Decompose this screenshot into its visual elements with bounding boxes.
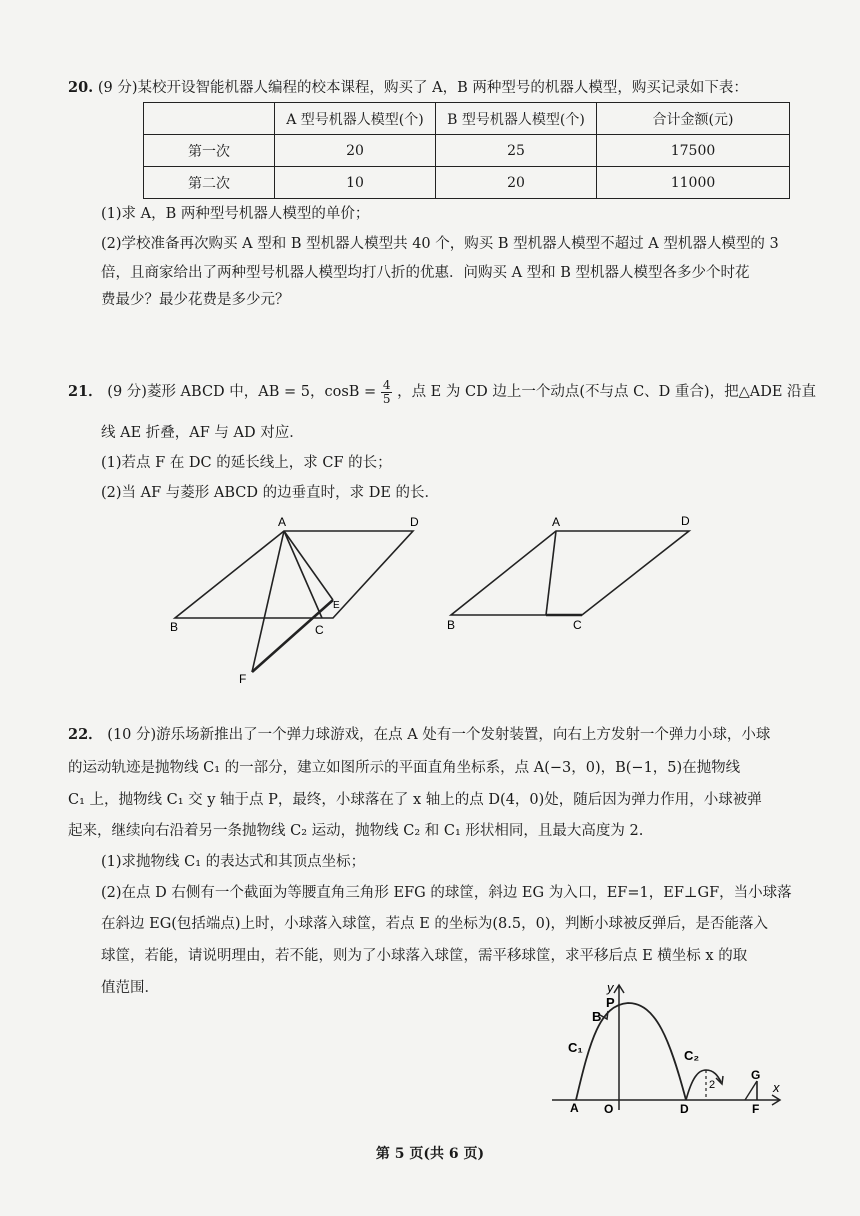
- q22-number: 22．: [68, 726, 103, 743]
- q20-part2-line1: (2)学校准备再次购买 A 型和 B 型机器人模型共 40 个，购买 B 型机器人模型不超过 A 型机器人模型的 3: [101, 236, 779, 252]
- fig1-label-a: A: [278, 515, 287, 529]
- q20-part2-line2: 倍，且商家给出了两种型号机器人模型均打八折的优惠．问购买 A 型和 B 型机器人模型各多少个时花: [101, 265, 750, 281]
- basket-side-eg: [745, 1081, 757, 1100]
- fig1-label-d: D: [410, 515, 419, 529]
- graph-label-two: 2: [709, 1079, 716, 1091]
- graph-label-c2: C₂: [684, 1048, 700, 1063]
- graph-label-x: x: [773, 1080, 780, 1095]
- q20-number: 20.: [68, 79, 94, 96]
- fig2-label-b: B: [447, 618, 456, 632]
- q20-part1: (1)求 A，B 两种型号机器人模型的单价；: [101, 206, 370, 222]
- table-cell: 25: [436, 135, 597, 167]
- q22-part2-line2: 在斜边 EG(包括端点)上时，小球落入球筐，若点 E 的坐标为(8.5，0)，判断小球被反弹后，是否能落入: [101, 916, 768, 932]
- q22-part2-line3: 球筐，若能，请说明理由，若不能，则为了小球落入球筐，需平移球筐，求平移后点 E 横坐标 x 的取: [101, 948, 748, 964]
- table-cell: 20: [275, 135, 436, 167]
- table-header-cell: A 型号机器人模型(个): [275, 103, 436, 135]
- q21-number: 21．: [68, 383, 103, 400]
- q22-part2-line1: (2)在点 D 右侧有一个截面为等腰直角三角形 EFG 的球筐，斜边 EG 为入口，EF=1，EF⊥GF，当小球落: [101, 885, 792, 901]
- q22-line3: C₁ 上，抛物线 C₁ 交 y 轴于点 P，最终，小球落在了 x 轴上的点 D(4，0)处，随后因为弹力作用，小球被弹: [68, 792, 762, 808]
- fig1-label-b: B: [170, 620, 179, 634]
- table-header-cell: 合计金额(元): [597, 103, 790, 135]
- table-cell: 11000: [597, 167, 790, 199]
- fig2-label-c: C: [573, 618, 582, 632]
- parabola-c2: [686, 1070, 721, 1100]
- table-cell: 20: [436, 167, 597, 199]
- fig2-label-d: D: [681, 514, 690, 528]
- q21-line2: 线 AE 折叠，AF 与 AD 对应．: [101, 425, 304, 441]
- graph-label-o: O: [604, 1102, 614, 1116]
- graph-label-b: B: [592, 1009, 602, 1024]
- q22-part1: (1)求抛物线 C₁ 的表达式和其顶点坐标；: [101, 854, 366, 870]
- graph-label-a: A: [570, 1101, 579, 1115]
- fraction-denominator: 5: [382, 391, 391, 406]
- table-header-cell: B 型号机器人模型(个): [436, 103, 597, 135]
- q21-line1-b: ，点 E 为 CD 边上一个动点(不与点 C、D 重合)，把△ADE 沿直: [397, 384, 817, 400]
- q20-intro: (9 分)某校开设智能机器人编程的校本课程，购买了 A，B 两种型号的机器人模型，购买记录如下表：: [97, 80, 748, 96]
- q21-part2: (2)当 AF 与菱形 ABCD 的边垂直时，求 DE 的长．: [101, 485, 440, 501]
- table-cell: 10: [275, 167, 436, 199]
- graph-label-g: G: [751, 1068, 761, 1082]
- graph-label-y: y: [607, 980, 614, 995]
- graph-label-d: D: [680, 1102, 689, 1116]
- fig1-label-e: E: [333, 600, 340, 611]
- q22-line4: 起来，继续向右沿着另一条抛物线 C₂ 运动，抛物线 C₂ 和 C₁ 形状相同，且最大高度为 2.: [68, 823, 644, 839]
- q21-line1-a: (9 分)菱形 ABCD 中，AB = 5，cosB =: [107, 384, 377, 400]
- fig1-label-f: F: [239, 672, 247, 686]
- graph-label-p: P: [606, 995, 615, 1010]
- table-cell: 17500: [597, 135, 790, 167]
- q20-part2-line3: 费最少？最少花费是多少元？: [101, 292, 290, 308]
- q22-part2-line4: 值范围．: [101, 980, 159, 996]
- q21-part1: (1)若点 F 在 DC 的延长线上，求 CF 的长；: [101, 455, 392, 471]
- page-footer: 第 5 页(共 6 页): [375, 1146, 485, 1162]
- q22-line2: 的运动轨迹是抛物线 C₁ 的一部分，建立如图所示的平面直角坐标系，点 A(−3，0)，B(−1，5)在抛物线: [68, 760, 741, 776]
- graph-label-c1: C₁: [568, 1040, 583, 1055]
- fraction-numerator: 4: [382, 377, 391, 392]
- fig2-label-a: A: [552, 515, 561, 529]
- fig1-label-c: C: [315, 623, 324, 637]
- graph-label-f: F: [752, 1102, 760, 1116]
- table-cell: 第一次: [144, 135, 275, 167]
- q22-line1-text: (10 分)游乐场新推出了一个弹力球游戏，在点 A 处有一个发射装置，向右上方发射一个弹力小球，小球: [107, 727, 771, 743]
- table-cell: 第二次: [144, 167, 275, 199]
